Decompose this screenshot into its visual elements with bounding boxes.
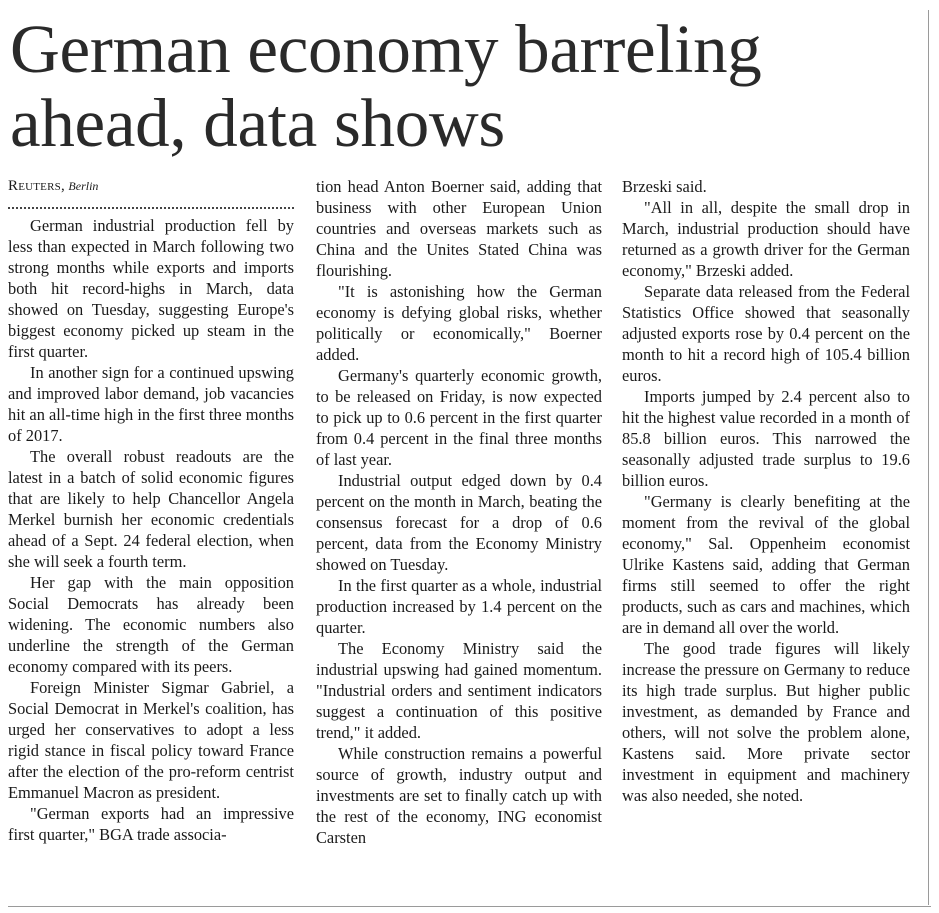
paragraph: Foreign Minister Sigmar Gabriel, a Social Democrat in Merkel's coalition, has urged her conservatives to adopt a less rigid stance in fiscal policy toward France after the election of the pro-reform centrist Emmanuel Macron as president. (8, 678, 294, 802)
paragraph: Industrial output edged down by 0.4 percent on the month in March, beating the consensus forecast for a drop of 0.6 percent, data from the Economy Ministry showed on Tuesday. (316, 471, 602, 574)
paragraph: "German exports had an impressive first quarter," BGA trade associa- (8, 804, 294, 844)
paragraph: In the first quarter as a whole, industrial production increased by 1.4 percent on the quarter. (316, 576, 602, 637)
paragraph: Her gap with the main opposition Social Democrats has already been widening. The economic numbers also underline the strength of the German economy compared with its peers. (8, 573, 294, 676)
paragraph: "Germany is clearly benefiting at the moment from the revival of the global economy," Sal. Oppenheim economist Ulrike Kastens said, adding that German firms still seemed to offer the right products, such as cars and machines, which are in demand all over the world. (622, 492, 910, 637)
paragraph: Imports jumped by 2.4 percent also to hit the highest value recorded in a month of 85.8 billion euros. This narrowed the seasonally adjusted trade surplus to 19.6 billion euros. (622, 387, 910, 490)
paragraph: The good trade figures will likely increase the pressure on Germany to reduce its high trade surplus. But higher public investment, as demanded by France and others, will not solve the problem alone, Kastens said. More private sector investment in equipment and machinery was also needed, she noted. (622, 639, 910, 805)
headline: German economy barreling ahead, data shows (10, 11, 762, 161)
byline-city: Berlin (68, 179, 99, 193)
paragraph: In another sign for a continued upswing and improved labor demand, job vacancies hit an all-time high in the first three months of 2017. (8, 363, 294, 445)
paragraph: German industrial production fell by less than expected in March following two strong months while exports and imports both hit record-highs in March, data showed on Tuesday, suggesting Europe's biggest economy picked up steam in the first quarter. (8, 216, 294, 361)
paragraph: tion head Anton Boerner said, adding that business with other European Union countries and overseas markets such as China and the Unites Stated China was flourishing. (316, 177, 602, 280)
bottom-rule (8, 906, 931, 907)
paragraph: "All in all, despite the small drop in March, industrial production should have returned as a growth driver for the German economy," Brzeski added. (622, 198, 910, 280)
byline (8, 176, 294, 197)
article-column-1 (8, 176, 294, 845)
article-column-2 (316, 176, 602, 848)
paragraph: While construction remains a powerful source of growth, industry output and investments are set to finally catch up with the rest of the economy, ING economist Carsten (316, 744, 602, 847)
column-rule-right (928, 10, 929, 905)
byline-agency: Reuters, (8, 178, 65, 194)
paragraph: Brzeski said. (622, 177, 707, 196)
dotted-separator (8, 197, 294, 209)
article-column-3 (622, 176, 910, 806)
paragraph: The overall robust readouts are the latest in a batch of solid economic figures that are likely to help Chancellor Angela Merkel burnish her economic credentials ahead of a Sept. 24 federal election, when she will seek a fourth term. (8, 447, 294, 571)
paragraph: Germany's quarterly economic growth, to be released on Friday, is now expected to pick up to 0.6 percent in the first quarter from 0.4 percent in the final three months of last year. (316, 366, 602, 469)
paragraph: The Economy Ministry said the industrial upswing had gained momentum. "Industrial orders and sentiment indicators suggest a continuation of this positive trend," it added. (316, 639, 602, 742)
paragraph: "It is astonishing how the German economy is defying global risks, whether politically or economically," Boerner added. (316, 282, 602, 364)
paragraph: Separate data released from the Federal Statistics Office showed that seasonally adjusted exports rose by 0.4 percent on the month to hit a record high of 105.4 billion euros. (622, 282, 910, 385)
